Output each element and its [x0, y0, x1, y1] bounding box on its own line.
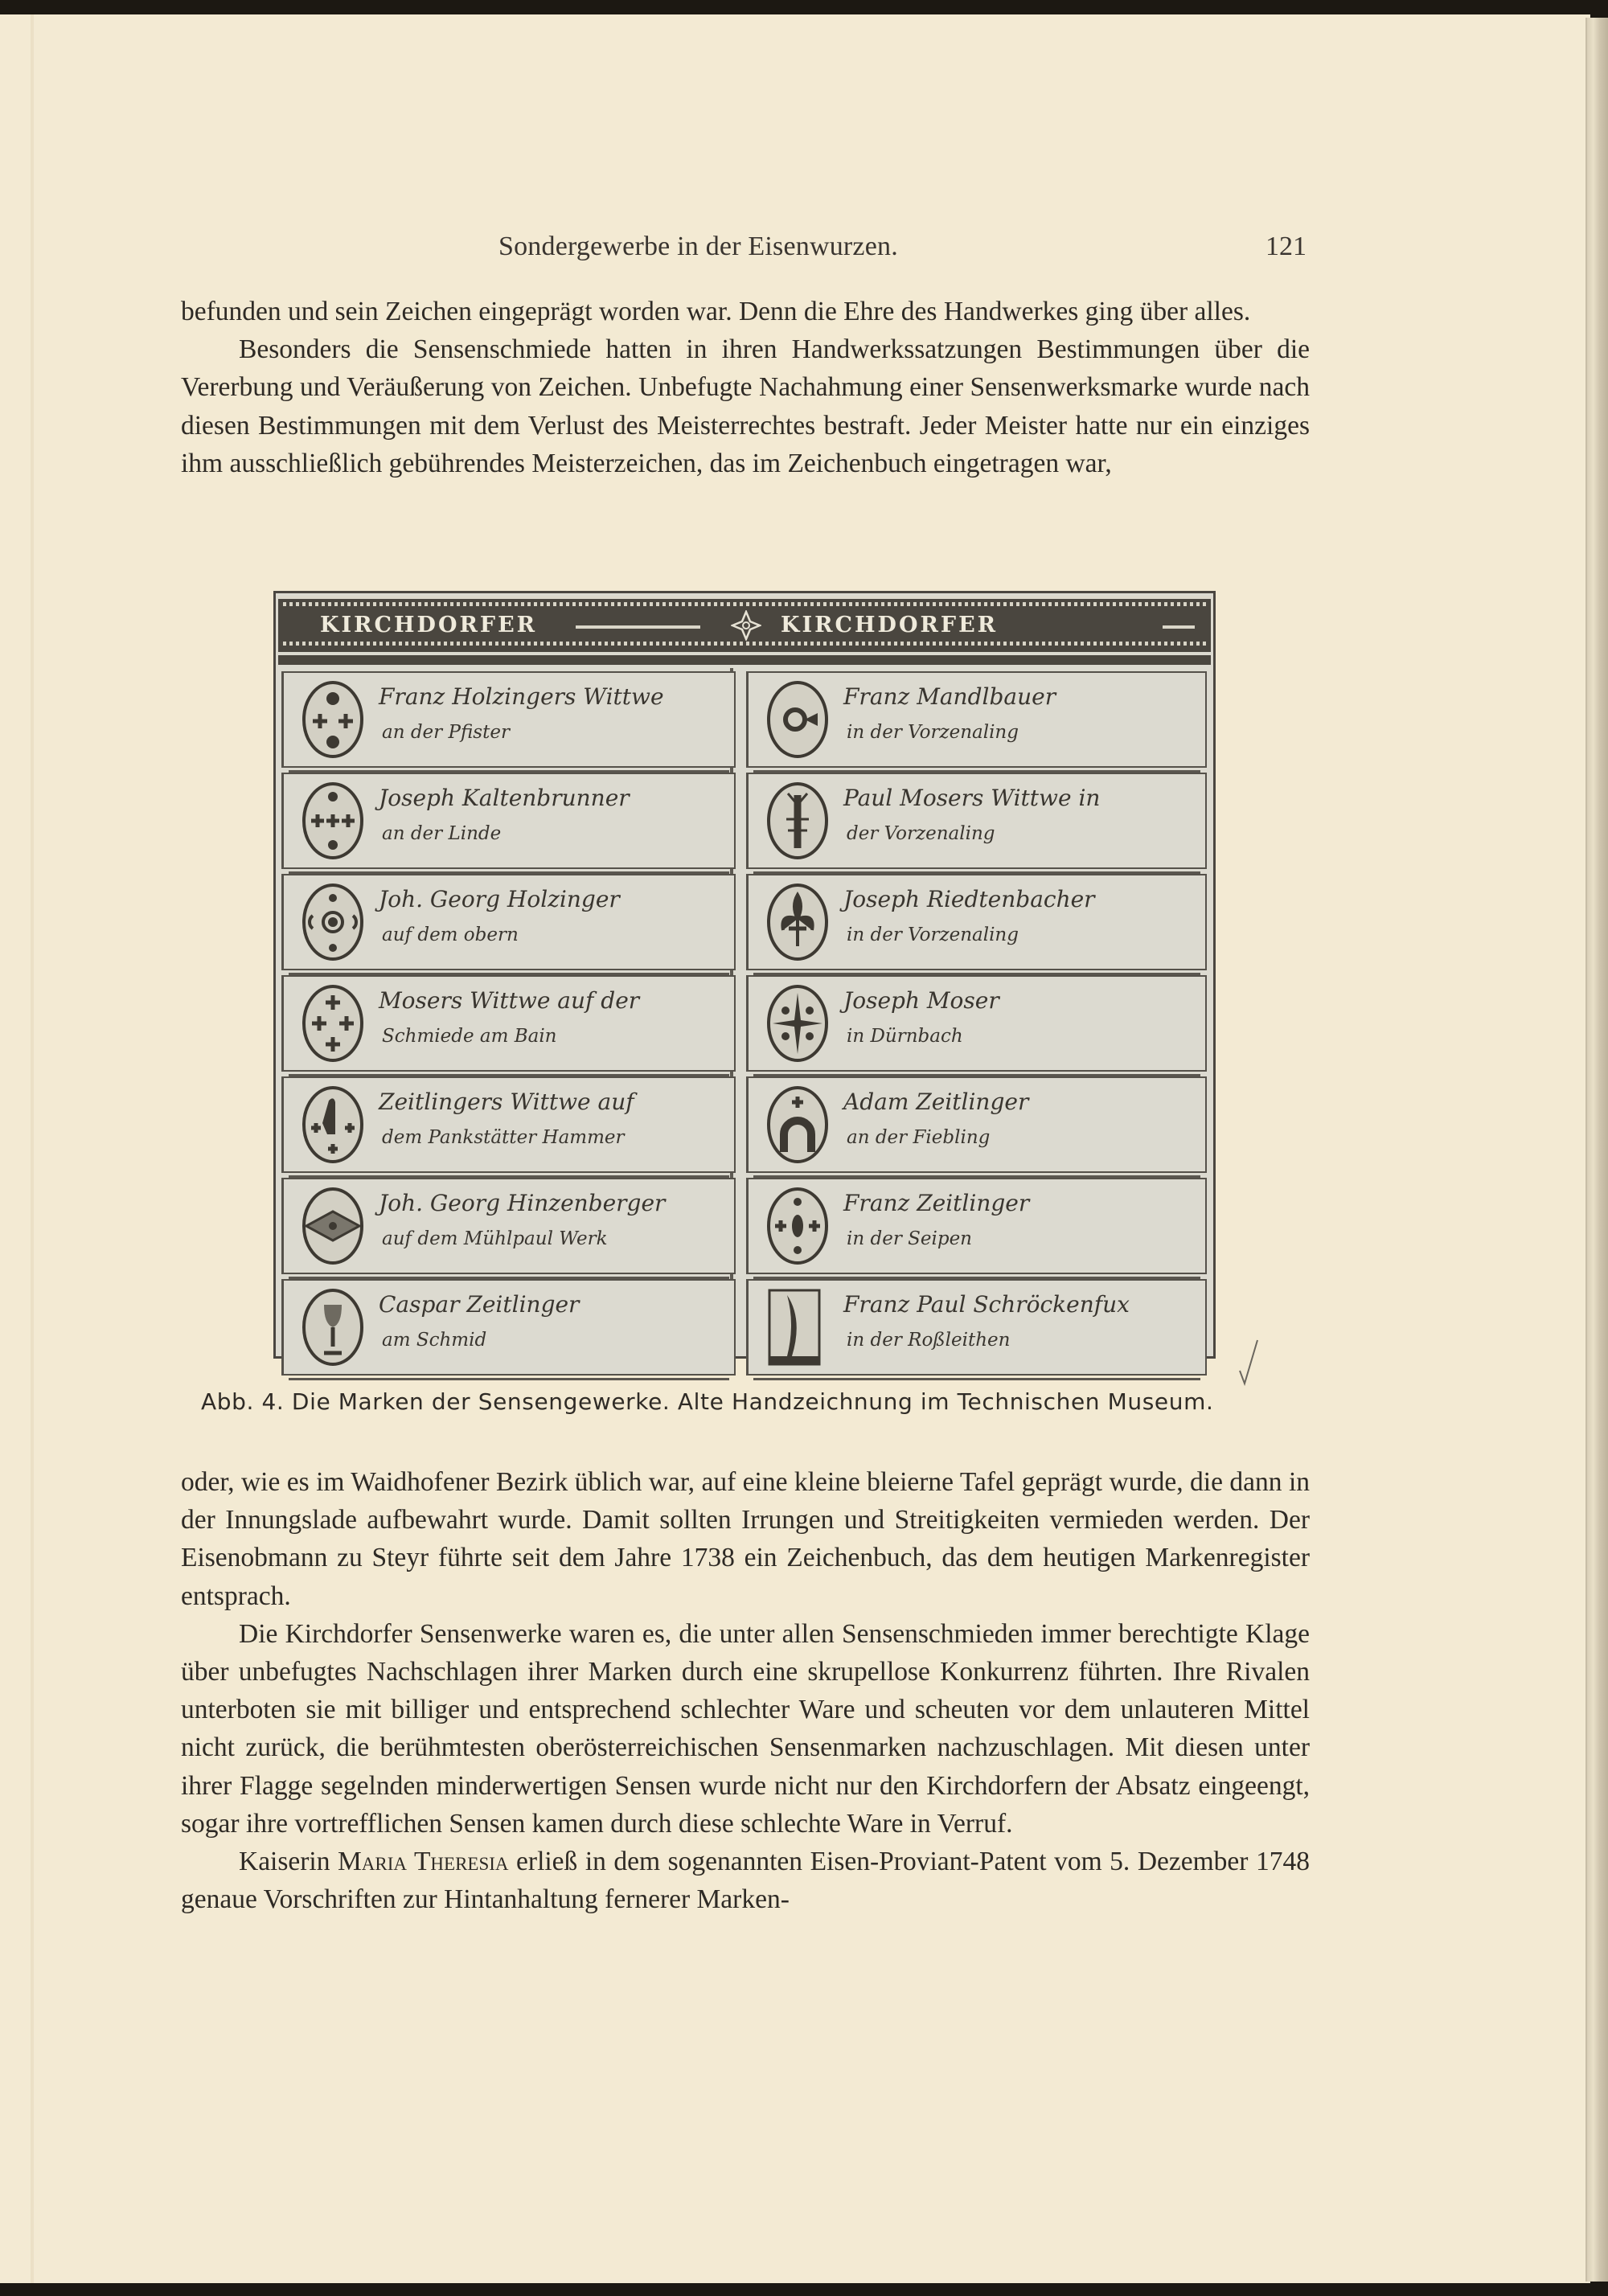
paragraph: oder, wie es im Waidhofener Bezirk üblich war, auf eine kleine bleierne Tafel geprägt wurde, die dann in der Innungslade aufbewahrt wurde. Damit sollten Irrungen und Streitigkeiten vermieden werden. Der Eisenobmann zu Steyr führte seit dem Jahre 1738 ein Zeichenbuch, das dem heutigen Markenregister entsprach. — [181, 1467, 1310, 1611]
page-gutter — [31, 14, 34, 2283]
owner-name: Franz Mandlbauer — [843, 683, 1056, 710]
owner-location: der Vorzenaling — [847, 823, 995, 844]
handwritten-owner — [843, 983, 1197, 1054]
page-edge-binding — [1585, 18, 1608, 2282]
owner-location: an der Pfister — [382, 722, 510, 743]
owner-location: auf dem obern — [382, 925, 519, 945]
marks-row — [281, 1175, 1208, 1276]
owner-location: auf dem Mühlpaul Werk — [382, 1228, 608, 1249]
owner-location: in der Roßleithen — [847, 1330, 1011, 1351]
handwritten-owner — [843, 1287, 1197, 1358]
owner-name: Franz Paul Schröckenfux — [843, 1291, 1130, 1318]
owner-location: dem Pankstätter Hammer — [382, 1127, 625, 1148]
mark-entry — [746, 1279, 1207, 1376]
owner-location: am Schmid — [382, 1330, 487, 1351]
mark-entry — [281, 874, 736, 970]
owner-name: Caspar Zeitlinger — [379, 1291, 580, 1318]
band-label-right: KIRCHDORFER — [781, 613, 999, 638]
owner-name: Joseph Kaltenbrunner — [379, 785, 630, 811]
owner-name: Joseph Moser — [843, 987, 999, 1014]
band-label-left: KIRCHDORFER — [320, 613, 538, 638]
owner-location: Schmiede am Bain — [382, 1026, 557, 1047]
body-text-top — [181, 293, 1310, 482]
handwritten-owner — [379, 1287, 726, 1358]
owner-location: in der Vorzenaling — [847, 722, 1019, 743]
owner-name: Zeitlingers Wittwe auf — [379, 1089, 634, 1115]
diamond-ornament-icon — [731, 610, 761, 641]
owner-location: in Dürnbach — [847, 1026, 963, 1047]
handwritten-owner — [379, 882, 726, 953]
person-name-small-caps: Maria Theresia — [338, 1847, 509, 1877]
mark-entry — [746, 874, 1207, 970]
band-rule-left — [576, 625, 700, 629]
band-rule-tail — [1163, 625, 1195, 629]
handwritten-owner — [379, 781, 726, 851]
marks-row — [281, 1073, 1208, 1175]
marks-row — [281, 871, 1208, 972]
handwritten-owner — [379, 1186, 726, 1257]
cell-rule — [289, 1378, 729, 1380]
cell-rule — [753, 1378, 1200, 1380]
mark-entry — [746, 773, 1207, 869]
handwritten-owner — [379, 679, 726, 750]
figure-caption: Abb. 4. Die Marken der Sensengewerke. Alte Handzeichnung im Technischen Museum. — [201, 1388, 1214, 1415]
body-text-bottom — [181, 1463, 1310, 1918]
text-run: erließ in dem sogenannten Eisen-Proviant-Patent vom 5. Dezember 1748 genaue Vorschriften zur Hintanhaltung fernerer Marken- — [181, 1847, 1310, 1915]
handwritten-owner — [843, 781, 1197, 851]
mark-entry — [281, 1279, 736, 1376]
figure-title-band — [278, 596, 1211, 652]
mark-entry — [746, 671, 1207, 768]
page-number: 121 — [1265, 232, 1306, 261]
handwritten-owner — [843, 1186, 1197, 1257]
handwritten-owner — [843, 1084, 1197, 1155]
running-head — [0, 228, 1608, 267]
paragraph: befunden und sein Zeichen eingeprägt worden war. Denn die Ehre des Handwerkes ging über alles. — [181, 297, 1251, 326]
handwritten-owner — [379, 983, 726, 1054]
owner-name: Paul Mosers Wittwe in — [843, 785, 1101, 811]
owner-location: an der Linde — [382, 823, 502, 844]
owner-name: Joh. Georg Holzinger — [379, 886, 620, 912]
band-border-dots — [283, 602, 1206, 606]
owner-location: in der Vorzenaling — [847, 925, 1019, 945]
owner-name: Joseph Riedtenbacher — [843, 886, 1095, 912]
pencil-check-mark-icon — [1237, 1339, 1261, 1387]
marks-row — [281, 668, 1208, 769]
band-border-dots — [283, 642, 1206, 646]
owner-location: in der Seipen — [847, 1228, 972, 1249]
owner-name: Joh. Georg Hinzenberger — [379, 1190, 666, 1216]
figure-scythe-marks — [273, 591, 1216, 1359]
mark-entry — [746, 1178, 1207, 1274]
marks-grid — [281, 668, 1208, 1377]
handwritten-owner — [379, 1084, 726, 1155]
marks-row — [281, 1276, 1208, 1377]
handwritten-owner — [843, 679, 1197, 750]
mark-entry — [746, 975, 1207, 1072]
band-underline — [278, 655, 1211, 665]
mark-entry — [746, 1076, 1207, 1173]
owner-name: Franz Zeitlinger — [843, 1190, 1030, 1216]
text-run: Kaiserin — [239, 1847, 338, 1877]
mark-entry — [281, 773, 736, 869]
owner-name: Mosers Wittwe auf der — [379, 987, 640, 1014]
owner-name: Adam Zeitlinger — [843, 1089, 1029, 1115]
paragraph: Besonders die Sensenschmiede hatten in ihren Handwerkssatzungen Bestimmungen über die Vererbung und Veräußerung von Zeichen. Unbefugte Nachahmung einer Sensenwerksmarke wurde nach diesen Bestimmungen mit dem Verlust des Meisterrechtes bestraft. Jeder Meister hatte nur ein einziges ihm ausschließlich gebührendes Meisterzeichen, das im Zeichenbuch eingetragen war, — [181, 334, 1310, 478]
mark-entry — [281, 671, 736, 768]
mark-entry — [281, 1076, 736, 1173]
paragraph: Die Kirchdorfer Sensenwerke waren es, die unter allen Sensenschmieden immer berechtigte Klage über unbefugtes Nachschlagen ihrer Marken durch eine skrupellose Konkurrenz führten. Ihre Rivalen unterboten sie mit billiger und entsprechend schlechter Ware und scheuten vor dem unlauteren Mittel nicht zurück, die berühmtesten oberösterreichischen Sensenmarken nachzuschlagen. Mit diesen unter ihrer Flagge segelnden minderwertigen Sensen wurde nicht nur den Kirchdorfern der Absatz eingeengt, sogar ihre vortrefflichen Sensen kamen durch diese schlechte Ware in Verruf. — [181, 1618, 1310, 1839]
owner-location: an der Fiebling — [847, 1127, 991, 1148]
marks-row — [281, 972, 1208, 1073]
mark-entry — [281, 1178, 736, 1274]
mark-entry — [281, 975, 736, 1072]
handwritten-owner — [843, 882, 1197, 953]
paragraph-maria-theresia — [181, 1843, 1310, 1918]
running-head-title: Sondergewerbe in der Eisenwurzen. — [498, 232, 898, 261]
owner-name: Franz Holzingers Wittwe — [379, 683, 664, 710]
marks-row — [281, 769, 1208, 871]
